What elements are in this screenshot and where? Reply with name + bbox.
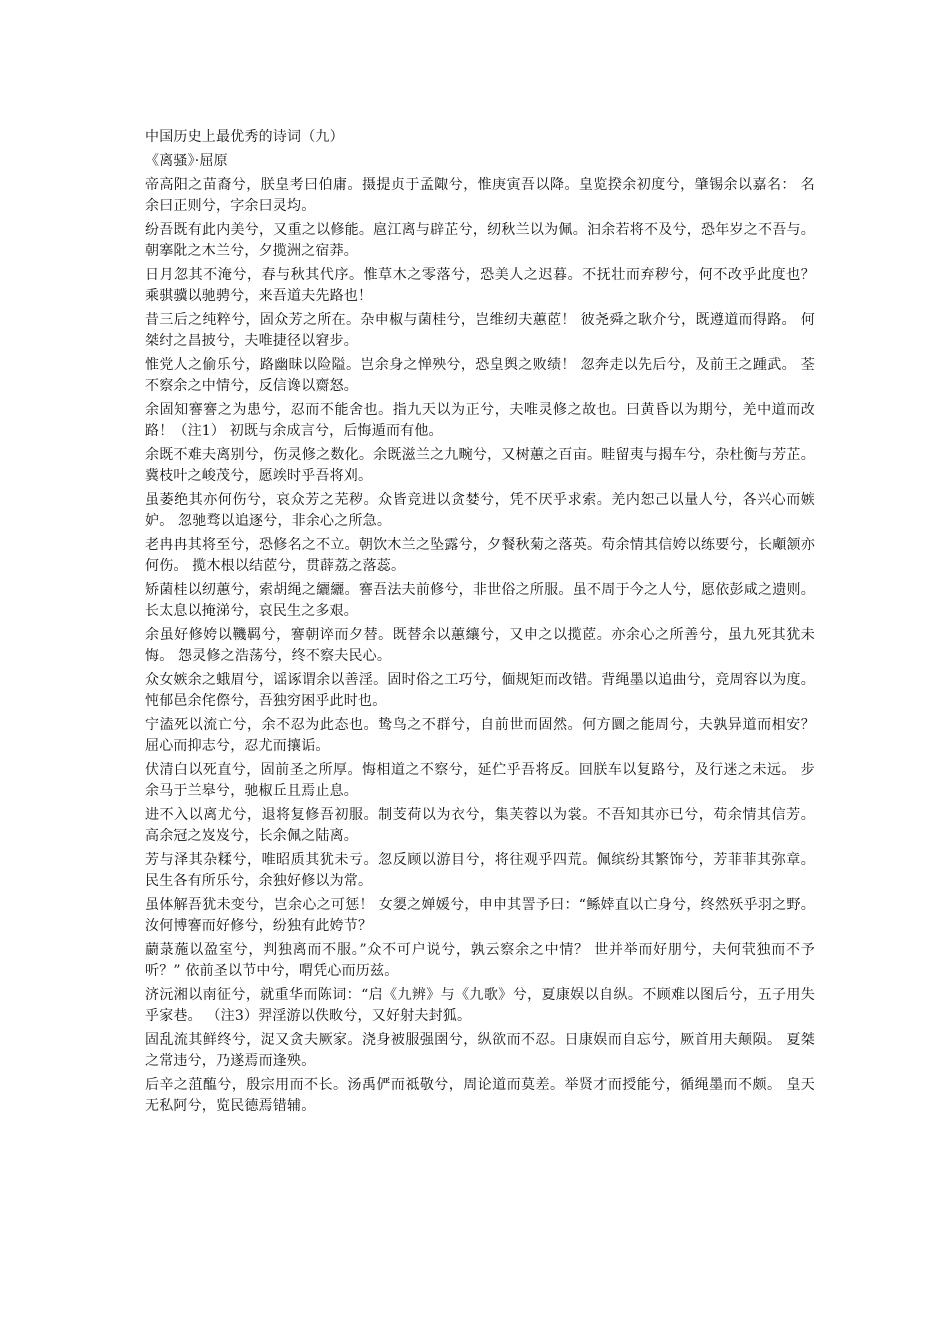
poem-paragraph-13: 宁溘死以流亡兮，余不忍为此态也。鸷鸟之不群兮，自前世而固然。何方圜之能周兮，夫孰异道而相安？ 屈心而抑志兮，忍尤而攘诟。 [145,717,815,754]
poem-paragraph-21: 后辛之菹醢兮，殷宗用而不长。汤禹俨而祗敬兮，周论道而莫差。举贤才而授能兮，循绳墨而不颇。 皇天无私阿兮，览民德焉错辅。 [145,1077,815,1114]
poem-paragraph-4: 昔三后之纯粹兮，固众芳之所在。杂申椒与菌桂兮，岂维纫夫蕙茝！ 彼尧舜之耿介兮，既遵道而得路。 何桀纣之昌披兮，夫唯捷径以窘步。 [145,312,815,349]
poem-paragraph-9: 老冉冉其将至兮，恐修名之不立。朝饮木兰之坠露兮，夕餐秋菊之落英。苟余情其信姱以练要兮，长顑颔亦何伤。 揽木根以结茝兮，贯薜荔之落蕊。 [145,537,815,574]
document-heading: 中国历史上最优秀的诗词（九） [145,129,344,145]
poem-paragraph-6: 余固知謇謇之为患兮，忍而不能舍也。指九天以为正兮，夫唯灵修之故也。曰黄昏以为期兮，羌中道而改路！（注1） 初既与余成言兮，后悔遁而有他。 [145,402,815,439]
poem-paragraph-3: 日月忽其不淹兮，春与秋其代序。惟草木之零落兮，恐美人之迟暮。不抚壮而弃秽兮，何不改乎此度也？ 乘骐骥以驰骋兮，来吾道夫先路也！ [145,267,815,304]
poem-paragraph-15: 进不入以离尤兮，退将复修吾初服。制芰荷以为衣兮，集芙蓉以为裳。不吾知其亦已兮，苟余情其信芳。 高余冠之岌岌兮，长余佩之陆离。 [145,807,815,844]
poem-paragraph-12: 众女嫉余之蛾眉兮，谣诼谓余以善淫。固时俗之工巧兮，偭规矩而改错。背绳墨以追曲兮，竞周容以为度。 忳郁邑余侘傺兮，吾独穷困乎此时也。 [145,672,815,709]
poem-paragraph-1: 帝高阳之苗裔兮，朕皇考曰伯庸。摄提贞于孟陬兮，惟庚寅吾以降。皇览揆余初度兮，肇锡余以嘉名： 名余曰正则兮，字余曰灵均。 [145,177,815,214]
poem-paragraph-19: 济沅湘以南征兮，就重华而陈词：“启《九辨》与《九歌》兮，夏康娱以自纵。不顾难以图后兮，五子用失乎家巷。 （注3）羿淫游以佚畋兮，又好射夫封狐。 [145,987,815,1024]
poem-paragraph-5: 惟党人之偷乐兮，路幽昧以险隘。岂余身之惮殃兮，恐皇舆之败绩！ 忽奔走以先后兮，及前王之踵武。 荃不察余之中情兮，反信谗以齌怒。 [145,357,815,394]
poem-paragraph-14: 伏清白以死直兮，固前圣之所厚。悔相道之不察兮，延伫乎吾将反。回朕车以复路兮，及行迷之未远。 步余马于兰皋兮，驰椒丘且焉止息。 [145,762,815,799]
poem-paragraph-7: 余既不难夫离别兮，伤灵修之数化。余既滋兰之九畹兮，又树蕙之百亩。畦留夷与揭车兮，杂杜衡与芳芷。 冀枝叶之峻茂兮，愿竢时乎吾将刈。 [145,447,815,484]
document-page [145,127,815,1120]
poem-paragraph-17: 虽体解吾犹未变兮，岂余心之可惩！ 女嬃之婵媛兮，申申其詈予曰：“鲧婞直以亡身兮，终然殀乎羽之野。 汝何博謇而好修兮，纷独有此姱节？ [145,897,815,934]
poem-paragraph-16: 芳与泽其杂糅兮，唯昭质其犹未亏。忽反顾以游目兮，将往观乎四荒。佩缤纷其繁饰兮，芳菲菲其弥章。 民生各有所乐兮，余独好修以为常。 [145,852,815,889]
poem-paragraph-2: 纷吾既有此内美兮，又重之以修能。扈江离与辟芷兮，纫秋兰以为佩。汩余若将不及兮，恐年岁之不吾与。 朝搴阰之木兰兮，夕揽洲之宿莽。 [145,222,815,259]
poem-paragraph-20: 固乱流其鲜终兮，浞又贪夫厥家。浇身被服强圉兮，纵欲而不忍。日康娱而自忘兮，厥首用夫颠陨。 夏桀之常违兮，乃遂焉而逢殃。 [145,1032,815,1069]
poem-paragraph-8: 虽萎绝其亦何伤兮，哀众芳之芜秽。众皆竞进以贪婪兮，凭不厌乎求索。羌内恕己以量人兮，各兴心而嫉妒。 忽驰骛以追逐兮，非余心之所急。 [145,492,815,529]
poem-title-author: 《离骚》·屈原 [145,153,228,169]
poem-paragraph-11: 余虽好修姱以鞿羁兮，謇朝谇而夕替。既替余以蕙纕兮，又申之以揽茝。亦余心之所善兮，虽九死其犹未悔。 怨灵修之浩荡兮，终不察夫民心。 [145,627,815,664]
poem-paragraph-10: 矫菌桂以纫蕙兮，索胡绳之纚纚。謇吾法夫前修兮，非世俗之所服。虽不周于今之人兮，愿依彭咸之遗则。 长太息以掩涕兮，哀民生之多艰。 [145,582,815,619]
poem-paragraph-18: 蘮菉葹以盈室兮，判独离而不服。”众不可户说兮，孰云察余之中情？ 世并举而好朋兮，夫何茕独而不予听？” 依前圣以节中兮，喟凭心而历兹。 [145,942,815,979]
